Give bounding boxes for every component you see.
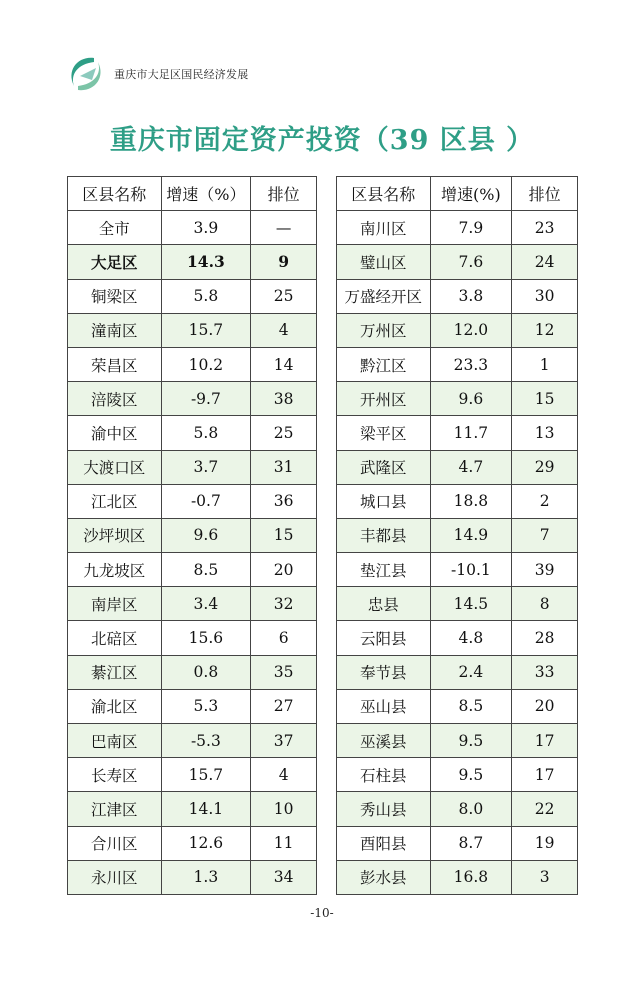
table-row <box>337 347 578 381</box>
cell-district-name: 垫江县 <box>337 553 431 587</box>
cell-district-name: 开州区 <box>337 382 431 416</box>
cell-district-name: 沙坪坝区 <box>68 518 162 552</box>
cell-district-name: 武隆区 <box>337 450 431 484</box>
table-row <box>337 484 578 518</box>
table-header-row <box>68 177 317 211</box>
cell-growth-rate: 0.8 <box>161 655 251 689</box>
cell-district-name: 铜梁区 <box>68 279 162 313</box>
cell-growth-rate: 15.7 <box>161 313 251 347</box>
cell-district-name: 合川区 <box>68 826 162 860</box>
cell-growth-rate: 10.2 <box>161 347 251 381</box>
table-row <box>68 484 317 518</box>
cell-rank: 12 <box>512 313 578 347</box>
table-row <box>68 689 317 723</box>
table-row <box>68 211 317 245</box>
cell-growth-rate: 14.3 <box>161 245 251 279</box>
cell-rank: 25 <box>251 279 317 313</box>
header-logo-text: 重庆市大足区国民经济发展 <box>114 68 249 81</box>
cell-rank: 19 <box>512 826 578 860</box>
cell-growth-rate: 2.4 <box>430 655 512 689</box>
column-header-rank: 排位 <box>512 177 578 211</box>
table-row <box>337 655 578 689</box>
cell-rank: 24 <box>512 245 578 279</box>
cell-rank: 36 <box>251 484 317 518</box>
table-row <box>337 792 578 826</box>
cell-growth-rate: 8.5 <box>161 553 251 587</box>
table-row <box>68 553 317 587</box>
cell-district-name: 酉阳县 <box>337 826 431 860</box>
table-row <box>337 245 578 279</box>
cell-rank: 1 <box>512 347 578 381</box>
document-header <box>64 54 248 94</box>
cell-district-name: 永川区 <box>68 860 162 894</box>
cell-district-name: 黔江区 <box>337 347 431 381</box>
cell-growth-rate: -9.7 <box>161 382 251 416</box>
cell-district-name: 奉节县 <box>337 655 431 689</box>
cell-rank: 35 <box>251 655 317 689</box>
cell-growth-rate: 9.5 <box>430 758 512 792</box>
table-row <box>337 313 578 347</box>
page-title: 重庆市固定资产投资（39 区县 ） <box>109 125 535 156</box>
cell-rank: 4 <box>251 313 317 347</box>
cell-district-name: 南川区 <box>337 211 431 245</box>
cell-growth-rate: 8.0 <box>430 792 512 826</box>
cell-rank: 4 <box>251 758 317 792</box>
cell-district-name: 巴南区 <box>68 724 162 758</box>
table-row <box>68 245 317 279</box>
cell-growth-rate: 7.9 <box>430 211 512 245</box>
cell-growth-rate: 3.7 <box>161 450 251 484</box>
investment-table-left <box>67 176 317 895</box>
cell-rank: 20 <box>251 553 317 587</box>
cell-district-name: 彭水县 <box>337 860 431 894</box>
cell-growth-rate: 7.6 <box>430 245 512 279</box>
table-row <box>68 382 317 416</box>
table-row <box>337 621 578 655</box>
table-row <box>337 860 578 894</box>
cell-district-name: 荣昌区 <box>68 347 162 381</box>
cell-district-name: 涪陵区 <box>68 382 162 416</box>
table-row <box>337 587 578 621</box>
cell-growth-rate: 14.5 <box>430 587 512 621</box>
swoosh-logo-icon <box>64 54 108 94</box>
table-row <box>337 211 578 245</box>
cell-rank: 17 <box>512 758 578 792</box>
cell-growth-rate: -10.1 <box>430 553 512 587</box>
cell-rank: 3 <box>512 860 578 894</box>
cell-rank: 11 <box>251 826 317 860</box>
table-row <box>337 518 578 552</box>
cell-growth-rate: -5.3 <box>161 724 251 758</box>
cell-district-name: 江北区 <box>68 484 162 518</box>
cell-district-name: 忠县 <box>337 587 431 621</box>
cell-growth-rate: 15.7 <box>161 758 251 792</box>
cell-district-name: 璧山区 <box>337 245 431 279</box>
cell-rank: 8 <box>512 587 578 621</box>
cell-growth-rate: 1.3 <box>161 860 251 894</box>
cell-district-name: 秀山县 <box>337 792 431 826</box>
cell-rank: 28 <box>512 621 578 655</box>
table-row <box>68 450 317 484</box>
table-row <box>68 860 317 894</box>
cell-growth-rate: 12.0 <box>430 313 512 347</box>
cell-district-name: 全市 <box>68 211 162 245</box>
cell-rank: 39 <box>512 553 578 587</box>
cell-rank: 22 <box>512 792 578 826</box>
cell-rank: 6 <box>251 621 317 655</box>
cell-growth-rate: -0.7 <box>161 484 251 518</box>
column-header-district: 区县名称 <box>68 177 162 211</box>
cell-district-name: 北碚区 <box>68 621 162 655</box>
table-row <box>68 279 317 313</box>
cell-district-name: 丰都县 <box>337 518 431 552</box>
cell-growth-rate: 18.8 <box>430 484 512 518</box>
table-row <box>68 758 317 792</box>
table-row <box>337 826 578 860</box>
cell-district-name: 渝中区 <box>68 416 162 450</box>
cell-rank: 32 <box>251 587 317 621</box>
cell-growth-rate: 15.6 <box>161 621 251 655</box>
cell-rank: 17 <box>512 724 578 758</box>
investment-table-right <box>336 176 578 895</box>
cell-district-name: 万州区 <box>337 313 431 347</box>
cell-district-name: 巫山县 <box>337 689 431 723</box>
cell-district-name: 长寿区 <box>68 758 162 792</box>
cell-district-name: 九龙坡区 <box>68 553 162 587</box>
cell-district-name: 万盛经开区 <box>337 279 431 313</box>
cell-rank: 20 <box>512 689 578 723</box>
cell-district-name: 大足区 <box>68 245 162 279</box>
cell-rank: 9 <box>251 245 317 279</box>
cell-district-name: 江津区 <box>68 792 162 826</box>
cell-rank: 33 <box>512 655 578 689</box>
cell-rank: 27 <box>251 689 317 723</box>
cell-rank: 29 <box>512 450 578 484</box>
cell-rank: 15 <box>251 518 317 552</box>
cell-growth-rate: 5.8 <box>161 416 251 450</box>
cell-rank: 14 <box>251 347 317 381</box>
cell-district-name: 石柱县 <box>337 758 431 792</box>
cell-growth-rate: 3.9 <box>161 211 251 245</box>
cell-rank: 34 <box>251 860 317 894</box>
table-row <box>68 792 317 826</box>
table-row <box>68 724 317 758</box>
table-row <box>337 416 578 450</box>
cell-rank: 7 <box>512 518 578 552</box>
table-header-row <box>337 177 578 211</box>
cell-growth-rate: 9.6 <box>161 518 251 552</box>
table-row <box>337 553 578 587</box>
cell-growth-rate: 4.8 <box>430 621 512 655</box>
cell-growth-rate: 11.7 <box>430 416 512 450</box>
table-row <box>68 655 317 689</box>
cell-rank: — <box>251 211 317 245</box>
table-row <box>337 450 578 484</box>
cell-district-name: 渝北区 <box>68 689 162 723</box>
cell-rank: 2 <box>512 484 578 518</box>
cell-district-name: 綦江区 <box>68 655 162 689</box>
cell-rank: 23 <box>512 211 578 245</box>
column-header-growth: 增速(%) <box>430 177 512 211</box>
cell-rank: 10 <box>251 792 317 826</box>
cell-district-name: 城口县 <box>337 484 431 518</box>
table-row <box>68 621 317 655</box>
cell-rank: 15 <box>512 382 578 416</box>
cell-growth-rate: 5.8 <box>161 279 251 313</box>
cell-growth-rate: 14.1 <box>161 792 251 826</box>
cell-growth-rate: 8.7 <box>430 826 512 860</box>
table-row <box>337 382 578 416</box>
table-row <box>337 724 578 758</box>
table-row <box>337 758 578 792</box>
table-row <box>68 826 317 860</box>
page-number: -10- <box>310 906 334 920</box>
column-header-growth: 增速（%） <box>161 177 251 211</box>
table-row <box>68 587 317 621</box>
cell-growth-rate: 3.4 <box>161 587 251 621</box>
cell-district-name: 南岸区 <box>68 587 162 621</box>
column-header-rank: 排位 <box>251 177 317 211</box>
cell-rank: 13 <box>512 416 578 450</box>
cell-rank: 38 <box>251 382 317 416</box>
cell-growth-rate: 12.6 <box>161 826 251 860</box>
cell-district-name: 梁平区 <box>337 416 431 450</box>
cell-rank: 25 <box>251 416 317 450</box>
cell-growth-rate: 23.3 <box>430 347 512 381</box>
table-row <box>68 518 317 552</box>
cell-growth-rate: 9.5 <box>430 724 512 758</box>
cell-district-name: 巫溪县 <box>337 724 431 758</box>
column-header-district: 区县名称 <box>337 177 431 211</box>
table-row <box>337 689 578 723</box>
cell-growth-rate: 14.9 <box>430 518 512 552</box>
cell-growth-rate: 4.7 <box>430 450 512 484</box>
cell-growth-rate: 9.6 <box>430 382 512 416</box>
cell-district-name: 潼南区 <box>68 313 162 347</box>
cell-growth-rate: 16.8 <box>430 860 512 894</box>
table-row <box>68 313 317 347</box>
cell-growth-rate: 3.8 <box>430 279 512 313</box>
table-row <box>68 416 317 450</box>
cell-rank: 37 <box>251 724 317 758</box>
table-row <box>68 347 317 381</box>
cell-rank: 30 <box>512 279 578 313</box>
cell-growth-rate: 5.3 <box>161 689 251 723</box>
table-row <box>337 279 578 313</box>
cell-district-name: 云阳县 <box>337 621 431 655</box>
cell-rank: 31 <box>251 450 317 484</box>
cell-growth-rate: 8.5 <box>430 689 512 723</box>
cell-district-name: 大渡口区 <box>68 450 162 484</box>
